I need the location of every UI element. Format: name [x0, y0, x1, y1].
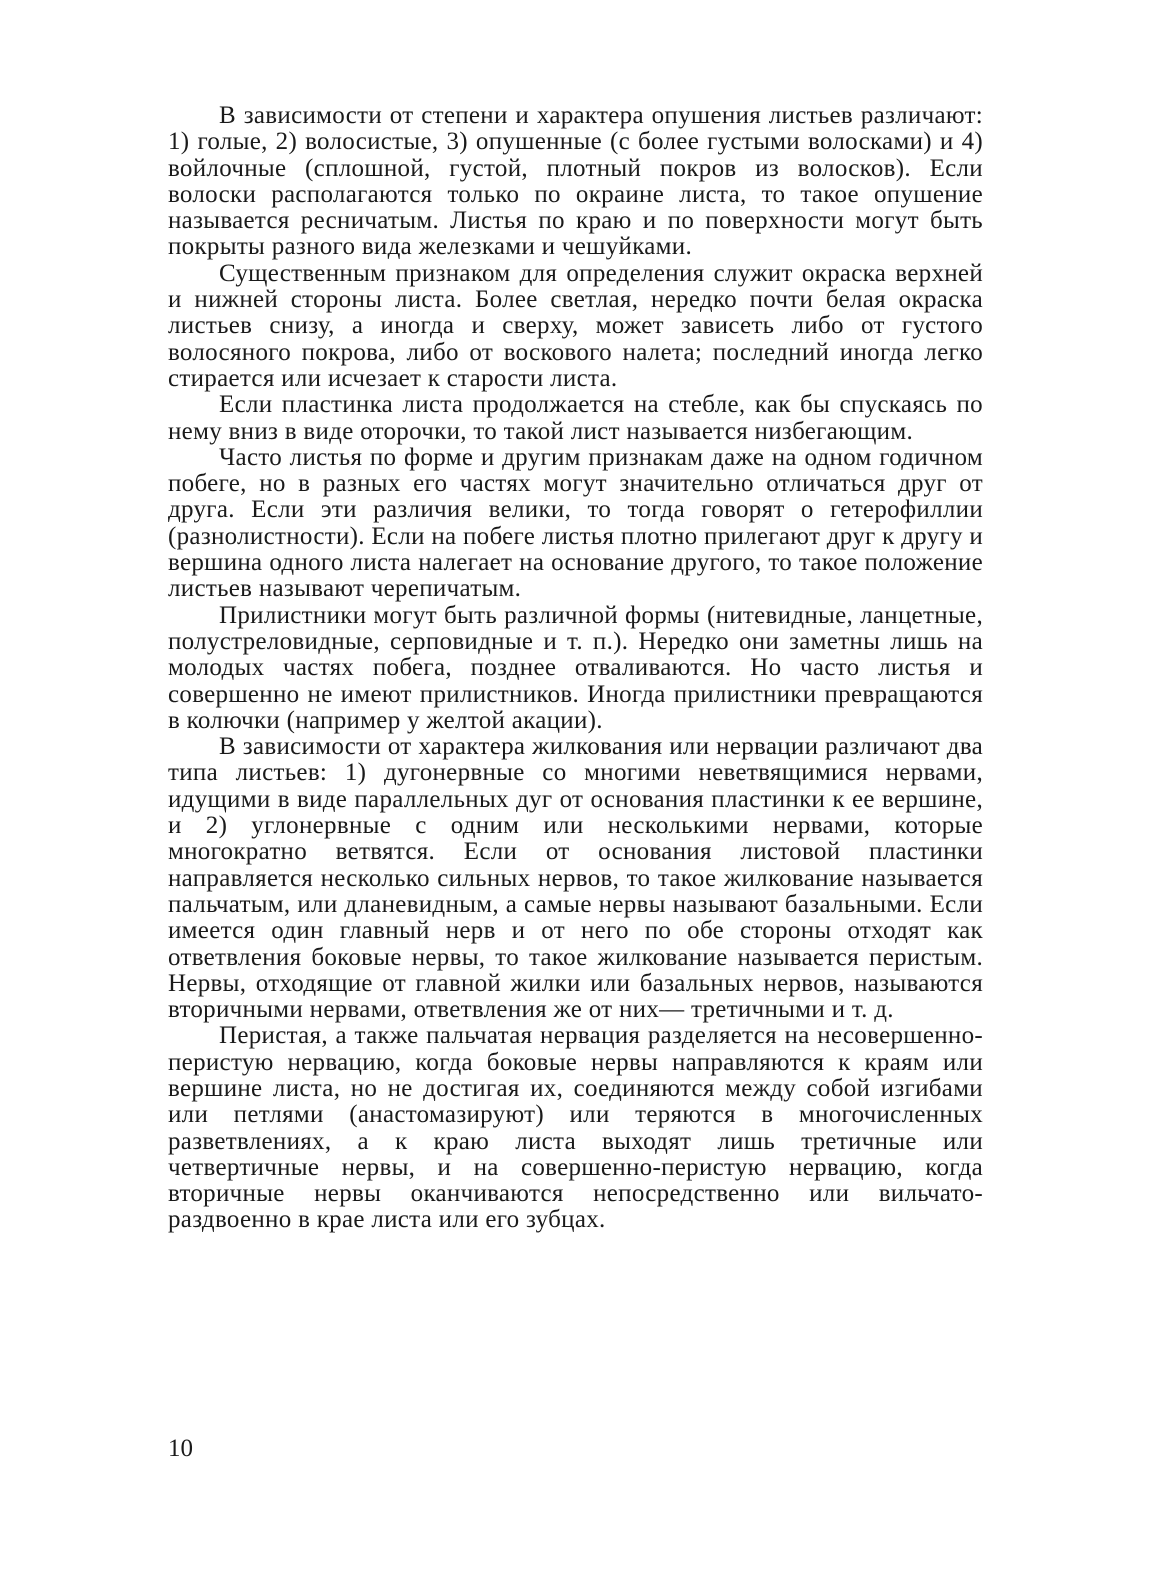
paragraph-stipules: Прилистники могут быть различной формы (нитевидные, ланцетные, полустреловидные, серповидные и т. п.). Нередко они заметны лишь на молодых частях побега, позднее отваливаются. Но часто листья и совершенно не имеют прилистников. Иногда прилистники превращаются в колючки (например у желтой акации). [168, 601, 983, 734]
page-number: 10 [168, 1435, 193, 1462]
body-text [168, 103, 983, 1234]
paragraph-leaf-color: Существенным признаком для определения служит окраска верхней и нижней стороны листа. Более светлая, нередко почти белая окраска листьев снизу, а иногда и сверху, может зависеть либо от густого волосяного покрова, либо от воскового налета; последний иногда легко стирается или исчезает к старости листа. [168, 259, 983, 392]
paragraph-pubescence: В зависимости от степени и характера опушения листьев различают: 1) голые, 2) волосистые, 3) опушенные (с более густыми волосками) и 4) войлочные (сплошной, густой, плотный покров из волосков). Если волоски располагаются только по окраине листа, то такое опушение называется ресничатым. Листья по краю и по поверхности могут быть покрыты разного вида железками и чешуйками. [168, 102, 983, 261]
paragraph-pinnate-venation: Перистая, а также пальчатая нервация разделяется на несовершенно-перистую нервацию, когда боковые нервы направляются к краям или вершине листа, но не достигая их, соединяются между собой изгибами или петлями (анастомазируют) или теряются в многочисленных разветвлениях, а к краю листа выходят лишь третичные или четвертичные нервы, и на совершенно-перистую нервацию, когда вторичные нервы оканчиваются непосредственно или вильчато-раздвоенно в крае листа или его зубцах. [168, 1022, 983, 1234]
paragraph-venation-types: В зависимости от характера жилкования или нервации различают два типа листьев: 1) дугонервные со многими неветвящимися нервами, идущими в виде параллельных дуг от основания пластинки к ее вершине, и 2) углонервные с одним или несколькими нервами, которые многократно ветвятся. Если от основания листовой пластинки направляется несколько сильных нервов, то такое жилкование называется пальчатым, или дланевидным, а самые нервы называют базальными. Если имеется один главный нерв и от него по обе стороны отходят как ответвления боковые нервы, то такое жилкование называется перистым. Нервы, отходящие от главной жилки или базальных нервов, называются вторичными нервами, ответвления же от них— третичными и т. д. [168, 733, 983, 1024]
paragraph-heterophylly: Часто листья по форме и другим признакам даже на одном годичном побеге, но в разных его частях могут значительно отличаться друг от друга. Если эти различия велики, то тогда говорят о гетерофиллии (разнолистности). Если на побеге листья плотно прилегают друг к другу и вершина одного листа налегает на основание другого, то такое положение листьев называют черепичатым. [168, 443, 983, 603]
paragraph-decurrent-leaf: Если пластинка листа продолжается на стебле, как бы спускаясь по нему вниз в виде оторочки, то такой лист называется низбегающим. [168, 391, 983, 445]
